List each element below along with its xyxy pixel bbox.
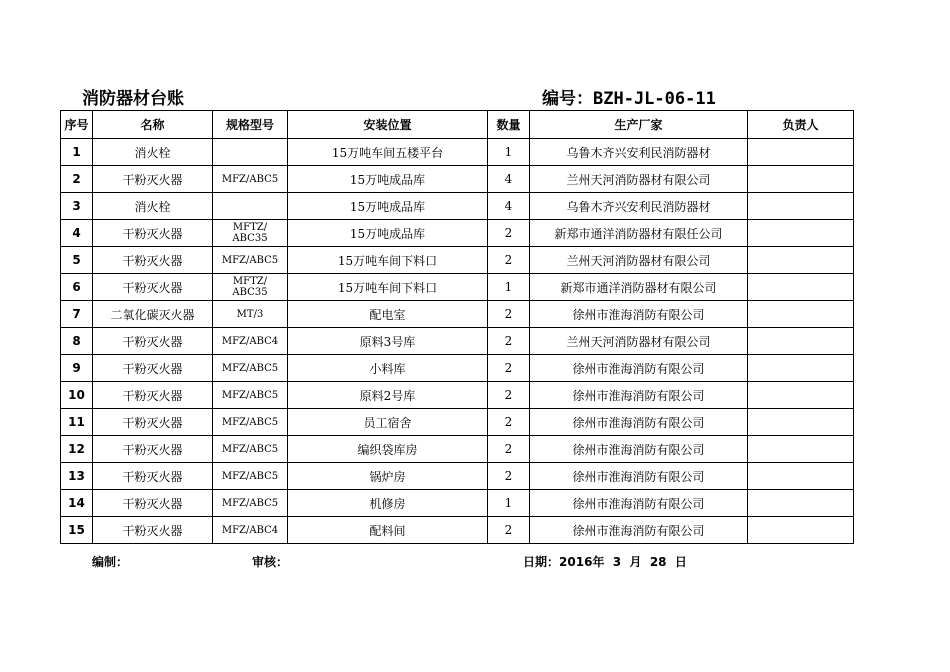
row-no-cell: 4 <box>61 220 93 247</box>
row-maker-cell: 徐州市淮海消防有限公司 <box>530 436 748 463</box>
row-maker-cell: 徐州市淮海消防有限公司 <box>530 382 748 409</box>
row-location-cell: 配电室 <box>288 301 488 328</box>
row-qty-cell: 2 <box>488 436 530 463</box>
row-no-cell: 15 <box>61 517 93 544</box>
row-maker-cell: 徐州市淮海消防有限公司 <box>530 517 748 544</box>
row-owner-cell <box>748 301 854 328</box>
row-no-cell: 10 <box>61 382 93 409</box>
table-row <box>61 463 854 490</box>
row-owner-cell <box>748 490 854 517</box>
row-spec-cell: MFZ/ABC5 <box>213 382 288 409</box>
row-qty-cell: 1 <box>488 139 530 166</box>
row-name-cell: 消火栓 <box>93 139 213 166</box>
row-no-cell: 14 <box>61 490 93 517</box>
row-name-cell: 干粉灭火器 <box>93 382 213 409</box>
row-no-cell: 9 <box>61 355 93 382</box>
row-qty-cell: 2 <box>488 328 530 355</box>
table-row <box>61 220 854 247</box>
row-location-cell: 员工宿舍 <box>288 409 488 436</box>
row-spec-cell: MFZ/ABC5 <box>213 463 288 490</box>
table-row <box>61 409 854 436</box>
row-name-cell: 干粉灭火器 <box>93 166 213 193</box>
row-name-cell: 消火栓 <box>93 193 213 220</box>
row-name-cell: 干粉灭火器 <box>93 490 213 517</box>
row-maker-cell: 徐州市淮海消防有限公司 <box>530 301 748 328</box>
row-location-cell: 15万吨车间下料口 <box>288 274 488 301</box>
table-row <box>61 166 854 193</box>
row-qty-cell: 2 <box>488 517 530 544</box>
row-name-cell: 干粉灭火器 <box>93 463 213 490</box>
row-owner-cell <box>748 328 854 355</box>
row-spec-cell: MFZ/ABC5 <box>213 490 288 517</box>
row-maker-cell: 乌鲁木齐兴安利民消防器材 <box>530 139 748 166</box>
row-spec-cell: MFZ/ABC4 <box>213 517 288 544</box>
row-qty-cell: 2 <box>488 247 530 274</box>
row-qty-cell: 2 <box>488 355 530 382</box>
row-no-cell: 8 <box>61 328 93 355</box>
row-spec-cell: MFZ/ABC5 <box>213 436 288 463</box>
row-owner-cell <box>748 517 854 544</box>
row-no-cell: 12 <box>61 436 93 463</box>
row-maker-cell: 新郑市通洋消防器材有限公司 <box>530 274 748 301</box>
row-maker-cell: 徐州市淮海消防有限公司 <box>530 463 748 490</box>
row-qty-cell: 2 <box>488 220 530 247</box>
col-header-location: 安装位置 <box>288 111 488 139</box>
row-location-cell: 15万吨车间五楼平台 <box>288 139 488 166</box>
row-name-cell: 干粉灭火器 <box>93 274 213 301</box>
row-name-cell: 干粉灭火器 <box>93 409 213 436</box>
prepared-by-label: 编制： <box>92 555 129 569</box>
equipment-ledger-table <box>60 110 854 544</box>
row-qty-cell: 2 <box>488 382 530 409</box>
row-location-cell: 原料2号库 <box>288 382 488 409</box>
row-owner-cell <box>748 409 854 436</box>
table-row <box>61 517 854 544</box>
document-code <box>542 84 716 109</box>
row-no-cell: 6 <box>61 274 93 301</box>
row-location-cell: 机修房 <box>288 490 488 517</box>
row-no-cell: 1 <box>61 139 93 166</box>
date-field <box>523 553 687 570</box>
row-name-cell: 干粉灭火器 <box>93 247 213 274</box>
row-maker-cell: 乌鲁木齐兴安利民消防器材 <box>530 193 748 220</box>
row-spec-cell: MFZ/ABC5 <box>213 247 288 274</box>
row-name-cell: 干粉灭火器 <box>93 517 213 544</box>
table-row <box>61 355 854 382</box>
row-name-cell: 干粉灭火器 <box>93 355 213 382</box>
row-maker-cell: 新郑市通洋消防器材有限任公司 <box>530 220 748 247</box>
row-qty-cell: 2 <box>488 409 530 436</box>
row-spec-cell: MT/3 <box>213 301 288 328</box>
row-owner-cell <box>748 166 854 193</box>
row-qty-cell: 1 <box>488 490 530 517</box>
row-owner-cell <box>748 247 854 274</box>
table-row <box>61 490 854 517</box>
row-owner-cell <box>748 463 854 490</box>
row-location-cell: 15万吨成品库 <box>288 193 488 220</box>
row-maker-cell: 兰州天河消防器材有限公司 <box>530 328 748 355</box>
row-owner-cell <box>748 220 854 247</box>
row-location-cell: 小料库 <box>288 355 488 382</box>
col-header-owner: 负责人 <box>748 111 854 139</box>
code-value: BZH-JL-06-11 <box>593 89 716 109</box>
table-body <box>61 139 854 544</box>
row-owner-cell <box>748 436 854 463</box>
table-row <box>61 193 854 220</box>
row-qty-cell: 2 <box>488 463 530 490</box>
row-qty-cell: 1 <box>488 274 530 301</box>
table-row <box>61 301 854 328</box>
row-name-cell: 干粉灭火器 <box>93 328 213 355</box>
row-owner-cell <box>748 382 854 409</box>
row-location-cell: 15万吨成品库 <box>288 166 488 193</box>
row-no-cell: 3 <box>61 193 93 220</box>
row-location-cell: 配料间 <box>288 517 488 544</box>
table-row <box>61 328 854 355</box>
col-header-no: 序号 <box>61 111 93 139</box>
row-location-cell: 15万吨成品库 <box>288 220 488 247</box>
table-row <box>61 139 854 166</box>
row-qty-cell: 4 <box>488 166 530 193</box>
row-spec-cell: MFTZ/ ABC35 <box>213 274 288 301</box>
date-label: 日期： <box>523 555 560 569</box>
row-owner-cell <box>748 139 854 166</box>
row-no-cell: 5 <box>61 247 93 274</box>
document-title: 消防器材台账 <box>82 89 184 109</box>
row-location-cell: 15万吨车间下料口 <box>288 247 488 274</box>
table-row <box>61 382 854 409</box>
date-value: 2016年 3 月 28 日 <box>559 555 687 569</box>
row-maker-cell: 兰州天河消防器材有限公司 <box>530 166 748 193</box>
reviewed-by-label: 审核： <box>252 555 289 569</box>
row-no-cell: 13 <box>61 463 93 490</box>
row-location-cell: 原料3号库 <box>288 328 488 355</box>
col-header-spec: 规格型号 <box>213 111 288 139</box>
table-header-row <box>61 111 854 139</box>
row-spec-cell <box>213 193 288 220</box>
row-maker-cell: 徐州市淮海消防有限公司 <box>530 409 748 436</box>
row-spec-cell: MFZ/ABC5 <box>213 355 288 382</box>
row-spec-cell: MFTZ/ ABC35 <box>213 220 288 247</box>
row-spec-cell: MFZ/ABC5 <box>213 409 288 436</box>
row-maker-cell: 徐州市淮海消防有限公司 <box>530 490 748 517</box>
col-header-qty: 数量 <box>488 111 530 139</box>
col-header-name: 名称 <box>93 111 213 139</box>
col-header-maker: 生产厂家 <box>530 111 748 139</box>
row-owner-cell <box>748 274 854 301</box>
table-row <box>61 247 854 274</box>
code-label: 编号： <box>542 89 593 109</box>
row-no-cell: 7 <box>61 301 93 328</box>
row-owner-cell <box>748 355 854 382</box>
row-owner-cell <box>748 193 854 220</box>
row-spec-cell: MFZ/ABC5 <box>213 166 288 193</box>
table-row <box>61 436 854 463</box>
row-qty-cell: 4 <box>488 193 530 220</box>
row-spec-cell: MFZ/ABC4 <box>213 328 288 355</box>
row-location-cell: 编织袋库房 <box>288 436 488 463</box>
row-qty-cell: 2 <box>488 301 530 328</box>
row-location-cell: 锅炉房 <box>288 463 488 490</box>
row-no-cell: 2 <box>61 166 93 193</box>
row-name-cell: 干粉灭火器 <box>93 436 213 463</box>
row-maker-cell: 兰州天河消防器材有限公司 <box>530 247 748 274</box>
row-name-cell: 二氧化碳灭火器 <box>93 301 213 328</box>
row-spec-cell <box>213 139 288 166</box>
row-name-cell: 干粉灭火器 <box>93 220 213 247</box>
table-row <box>61 274 854 301</box>
row-maker-cell: 徐州市淮海消防有限公司 <box>530 355 748 382</box>
row-no-cell: 11 <box>61 409 93 436</box>
